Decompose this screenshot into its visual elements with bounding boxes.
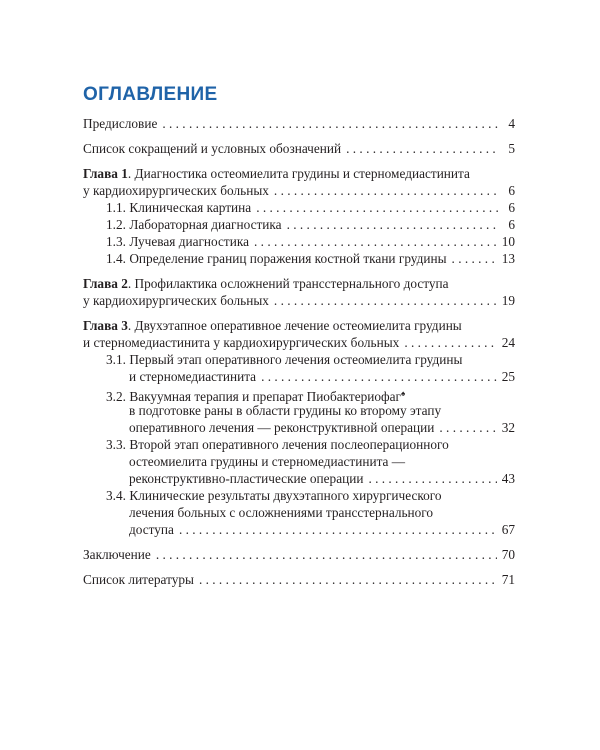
page-number: 10 [501,234,515,249]
section-title: Клинические результаты двухэтапного хирургического [129,488,442,503]
toc-entry-3-3-line2[interactable] [129,453,405,471]
section-title: Первый этап оперативного лечения остеомиелита грудины [129,352,463,367]
page-number: 71 [501,572,515,587]
entry-title: Заключение [83,547,151,562]
toc-entry-3-4-line2[interactable] [129,504,433,522]
dot-leader [368,470,496,488]
dot-leader [404,334,496,352]
section-title: Вакуумная терапия и препарат Пиобактериофаг [129,389,402,404]
toc-entry-abbreviations[interactable] [83,140,515,158]
dot-leader [199,571,497,589]
section-number: 3.4. [106,488,126,503]
toc-entry-preface[interactable] [83,115,515,133]
section-number: 3.2. [106,389,126,404]
toc-entry-1-2[interactable] [106,216,515,234]
registered-mark: ♠ [401,389,406,398]
section-number: 1.2. [106,217,126,232]
page-number: 5 [508,141,515,156]
section-title-cont: и стерномедиастинита [129,369,257,384]
toc-entry-3-1-line1[interactable] [106,351,462,369]
toc-entry-references[interactable] [83,571,515,589]
toc-heading: ОГЛАВЛЕНИЕ [83,84,218,105]
chapter-title: . Профилактика осложнений трансстернального доступа [127,276,449,291]
section-number: 1.3. [106,234,126,249]
toc-entry-chapter-3-line2[interactable] [83,334,515,352]
dot-leader [156,546,497,564]
page-number: 67 [501,522,515,537]
page-number: 32 [501,420,515,435]
toc-entry-chapter-1-line2[interactable] [83,182,515,200]
chapter-label: Глава 1 [83,166,128,181]
dot-leader [179,521,497,539]
dot-leader [162,115,498,133]
chapter-label: Глава 3 [83,318,128,333]
toc-entry-3-2-line2[interactable] [129,402,441,420]
section-title: Лучевая диагностика [129,234,250,249]
dot-leader [274,292,497,310]
section-number: 3.3. [106,437,126,452]
dot-leader [346,140,498,158]
entry-title: Предисловие [83,116,158,131]
section-number: 1.1. [106,200,126,215]
toc-entry-3-3-line1[interactable] [106,436,449,454]
toc-entry-3-3-line3[interactable] [129,470,515,488]
dot-leader [452,250,497,268]
page-number: 6 [508,200,515,215]
page-number: 13 [501,251,515,266]
page-number: 70 [501,547,515,562]
toc-entry-3-4-line3[interactable] [129,521,515,539]
toc-entry-chapter-2-line2[interactable] [83,292,515,310]
toc-entry-chapter-2-line1[interactable] [83,275,449,293]
toc-entry-conclusion[interactable] [83,546,515,564]
entry-title: Список сокращений и условных обозначений [83,141,342,156]
chapter-title: . Диагностика остеомиелита грудины и стерномедиастинита [127,166,470,181]
chapter-title: . Двухэтапное оперативное лечение остеомиелита грудины [127,318,462,333]
dot-leader [256,199,498,217]
toc-entry-1-3[interactable] [106,233,515,251]
dot-leader [287,216,498,234]
page-number: 6 [508,183,515,198]
chapter-title-cont: и стерномедиастинита у кардиохирургических больных [83,335,400,350]
toc-entry-3-4-line1[interactable] [106,487,442,505]
dot-leader [274,182,498,200]
page-number: 24 [501,335,515,350]
toc-entry-chapter-1-line1[interactable] [83,165,470,183]
dot-leader [254,233,497,251]
section-number: 1.4. [106,251,126,266]
section-title: Второй этап оперативного лечения послеоперационного [129,437,449,452]
dot-leader [261,368,497,386]
section-title: Определение границ поражения костной ткани грудины [129,251,447,266]
page-number: 4 [508,116,515,131]
section-number: 3.1. [106,352,126,367]
entry-title: Список литературы [83,572,194,587]
section-title: Лабораторная диагностика [129,217,282,232]
section-title-cont: остеомиелита грудины и стерномедиастинита — [129,454,406,469]
toc-entry-chapter-3-line1[interactable] [83,317,462,335]
page-number: 19 [501,293,515,308]
section-title-cont: лечения больных с осложнениями трансстернального [129,505,434,520]
section-title-cont: доступа [129,522,174,537]
page-number: 6 [508,217,515,232]
section-title-cont: оперативного лечения — реконструктивной операции [129,420,435,435]
chapter-title-cont: у кардиохирургических больных [83,293,269,308]
section-title-cont: реконструктивно-пластические операции [129,471,364,486]
chapter-label: Глава 2 [83,276,128,291]
chapter-title-cont: у кардиохирургических больных [83,183,269,198]
page-number: 25 [501,369,515,384]
section-title-cont: в подготовке раны в области грудины ко второму этапу [129,403,442,418]
dot-leader [439,419,496,437]
toc-entry-1-1[interactable] [106,199,515,217]
toc-entry-3-1-line2[interactable] [129,368,515,386]
toc-entry-3-2-line3[interactable] [129,419,515,437]
section-title: Клиническая картина [129,200,252,215]
page-number: 43 [501,471,515,486]
toc-entry-1-4[interactable] [106,250,515,268]
